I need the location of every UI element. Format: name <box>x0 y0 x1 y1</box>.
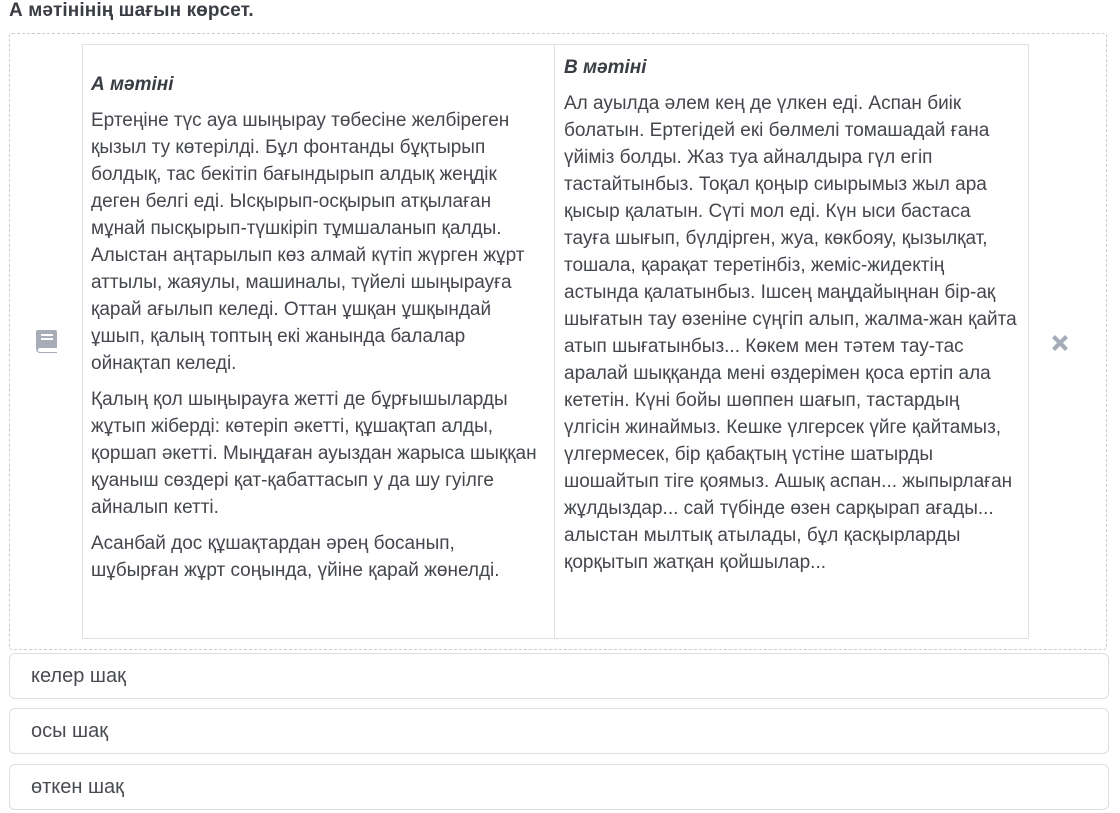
text-b-column <box>555 45 1028 638</box>
answer-option[interactable]: өткен шақ <box>9 764 1109 810</box>
passage-panel <box>9 33 1107 650</box>
text-a-column <box>83 45 555 638</box>
texts-table <box>82 44 1029 639</box>
text-b-paragraph: Ал ауылда әлем кең де үлкен еді. Аспан биік болатын. Ертегідей екі бөлмелі томашадай ғана үйіміз болды. Жаз туа айналдыра гүл егіп тастайтынбыз. Тоқал қоңыр сиырымыз жыл ара қысыр қалатын. Сүті мол еді. Күн ыси бастаса тауға шығып, бүлдірген, жуа, көкбояу, қызылқат, тошала, қарақат теретінбіз, жеміс-жидектің астында қалатынбыз. Ішсең маңдайыңнан бір-ақ шығатын тау өзеніне сүңгіп алып, жалма-жан қайта атып шығатынбыз... Көкем мен тәтем тау-тас аралай шыққанда мені өздерімен қоса ертіп ала кететін. Күні бойы шөппен шағып, тастардың үлгісін жинаймыз. Кешке үлгерсек үйге қайтамыз, үлгермесек, бір қабақтың үстіне шатырды шошайтып тіге қоямыз. Ашық аспан... жыпырлаған жұлдыздар... сай түбінде өзен сарқырап ағады... алыстан мылтық атылады, бұл қасқырларды қорқытып жатқан қойшылар... <box>564 93 1017 573</box>
close-icon[interactable] <box>1047 330 1073 356</box>
question-title: А мәтінінің шағын көрсет. <box>9 0 254 21</box>
book-icon[interactable] <box>31 326 61 356</box>
text-a-paragraph: Қалың қол шыңырауға жетті де бұрғышыларды жұтып жіберді: көтеріп әкетті, құшақтап алды, қоршап әкетті. Мыңдаған ауыздан жарыса шыққан қуаныш сөздері қат-қабаттасып у да шу гуілге айналып кетті. <box>91 389 537 518</box>
text-b-title: В мәтіні <box>564 57 647 78</box>
answer-option[interactable]: келер шақ <box>9 653 1109 699</box>
text-a-paragraph: Асанбай дос құшақтардан әрең босанып, шұбырған жұрт соңында, үйіне қарай жөнелді. <box>91 533 500 581</box>
text-a-title: А мәтіні <box>91 74 174 95</box>
answer-option[interactable]: осы шақ <box>9 708 1109 754</box>
text-a-paragraph: Ертеңіне түс ауа шыңырау төбесіне желбіреген қызыл ту көтерілді. Бұл фонтанды бұқтырып болдық, тас бекітіп бағындырып алдық жеңдік деген белгі еді. Ысқырып-осқырып атқылаған мұнай пысқырып-түшкіріп тұмшаланып қалды. Алыстан аңтарылып көз алмай күтіп жүрген жұрт аттылы, жаяулы, машиналы, түйелі шыңырауға қарай ағылып келеді. Оттан ұшқан ұшқындай ұшып, қалың топтың екі жанында балалар ойнақтап келеді. <box>91 110 525 374</box>
